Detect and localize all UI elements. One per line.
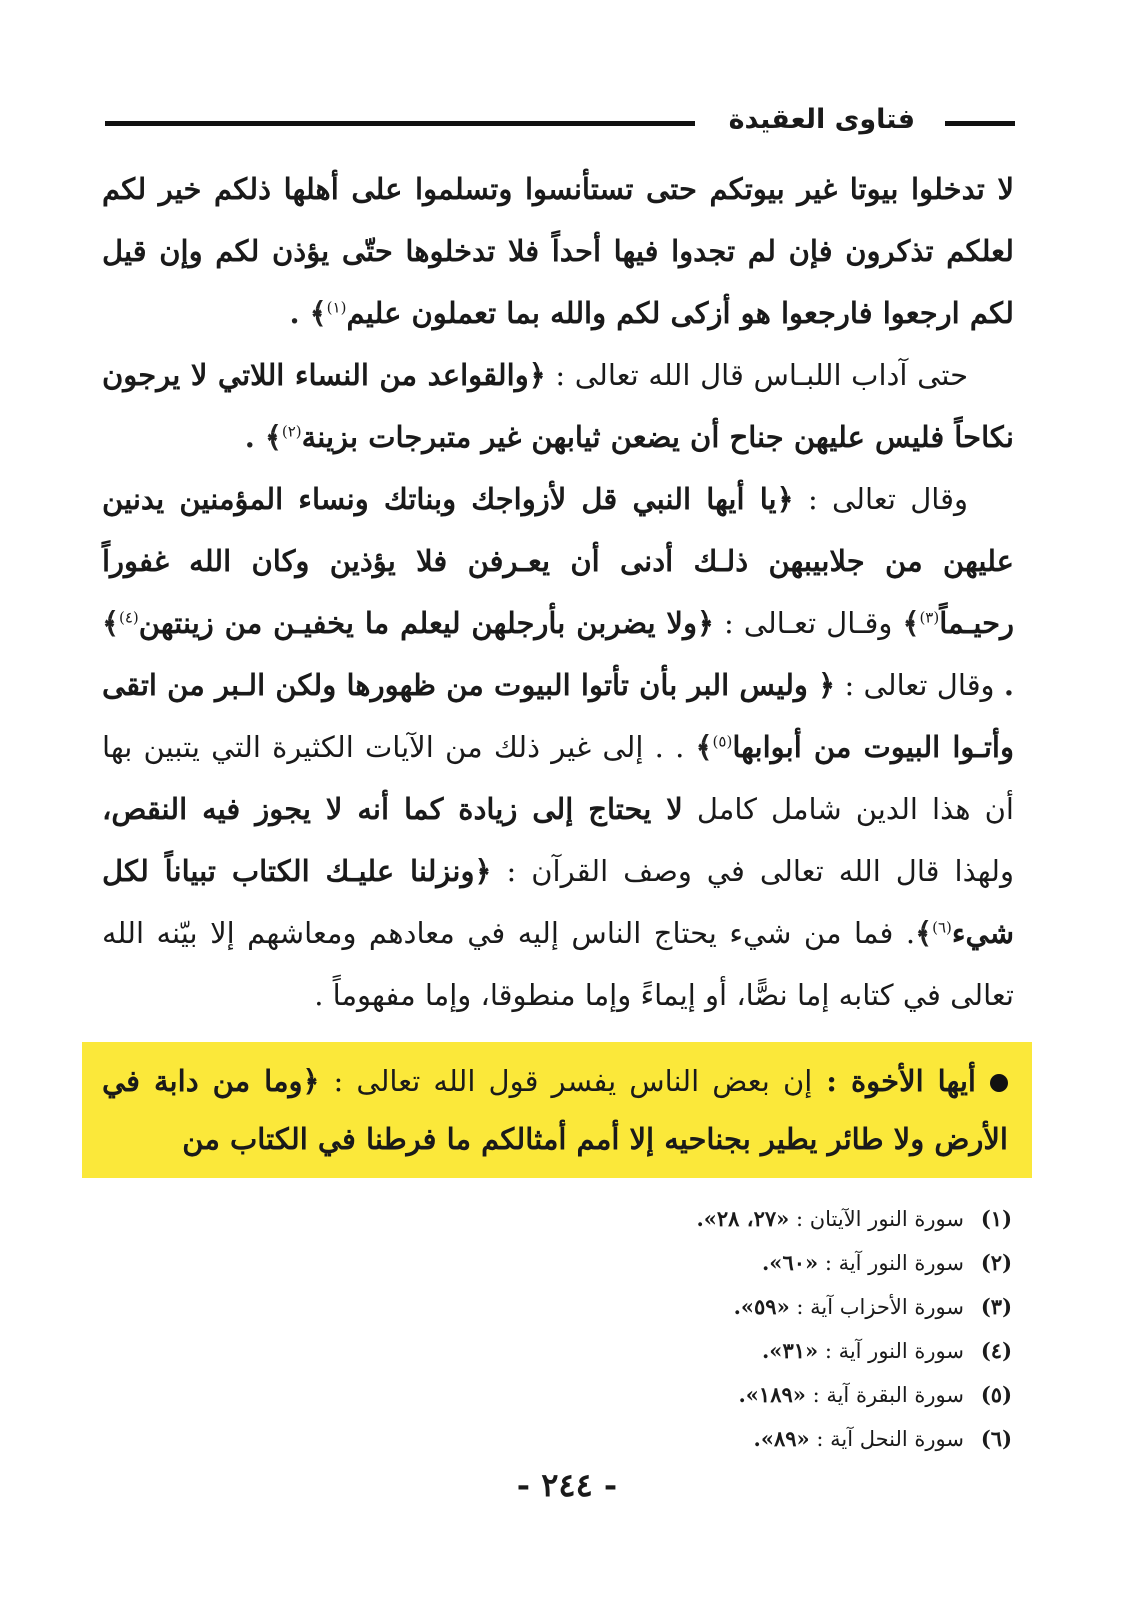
footnote-item bbox=[312, 1197, 1012, 1241]
footnote-value: «٦٠». bbox=[762, 1250, 819, 1275]
footnote-item bbox=[312, 1373, 1012, 1417]
quote-text: يا أيها النبي قل لأزواجك وبناتك ونساء المؤمنين يدنين عليهن من جلابيبهن ذلـك أدنى أن يعـرفن فلا يؤذين وكان الله غفوراً رحيـماً bbox=[102, 482, 1014, 640]
question-label: أيها الأخوة : bbox=[826, 1064, 976, 1098]
footnote-value: «٥٩». bbox=[733, 1294, 790, 1319]
footnote-number: (٥) bbox=[980, 1382, 1012, 1407]
quote-text: ولا يضربن بأرجلهن ليعلم ما يخفيـن من زينتهن bbox=[138, 606, 697, 640]
running-header bbox=[105, 100, 1015, 140]
header-rule-long bbox=[105, 121, 695, 126]
quote-close: ﴾ bbox=[695, 730, 713, 764]
paragraph-intro: وقال تعالى : bbox=[807, 482, 968, 516]
footnote-ref: (٣) bbox=[919, 608, 940, 627]
footnote-text: سورة النحل آية : bbox=[816, 1427, 964, 1451]
quote-close: ﴾ . bbox=[102, 606, 1014, 702]
quote-open: ﴿ bbox=[528, 358, 546, 392]
footnote-number: (٦) bbox=[980, 1426, 1012, 1451]
paragraph-3 bbox=[102, 468, 1014, 1026]
footnote-number: (١) bbox=[980, 1206, 1012, 1231]
quote-close: ﴾ . bbox=[289, 296, 327, 330]
emphasis-text: لا يحتاج إلى زيادة كما أنه لا يجوز فيه النقص، bbox=[102, 792, 683, 826]
paragraph-intro: وقال تعالى : bbox=[844, 668, 995, 702]
paragraph-1 bbox=[102, 158, 1014, 344]
footnote-text: سورة البقرة آية : bbox=[812, 1383, 964, 1407]
quran-quote: والقواعد من النساء اللاتي لا يرجون نكاحاً فليس عليهن جناح أن يضعن ثيابهن غير متبرجات بزينة bbox=[102, 358, 1014, 454]
quote-close: ﴾ bbox=[915, 916, 933, 950]
quote-close: ﴾ bbox=[902, 606, 920, 640]
paragraph-intro: حتى آداب اللبـاس قال الله تعالى : bbox=[555, 358, 969, 392]
paragraph-text: ولهذا قال الله تعالى في وصف القرآن : bbox=[506, 854, 1015, 888]
footnote-text: سورة النور آية : bbox=[824, 1339, 964, 1363]
quran-quote: ﴿ولا يضربن بأرجلهن ليعلم ما يخفيـن من زينتهن bbox=[138, 606, 714, 640]
footnote-ref: (٢) bbox=[281, 422, 302, 441]
main-text bbox=[102, 158, 1014, 1026]
footnote-number: (٤) bbox=[980, 1338, 1012, 1363]
header-title: فتاوى العقيدة bbox=[728, 104, 915, 135]
footnote-item bbox=[312, 1285, 1012, 1329]
quran-quote: لا تدخلوا بيوتا غير بيوتكم حتى تستأنسوا وتسلموا على أهلها ذلكم خير لكم لعلكم تذكرون فإن لم تجدوا فيها أحداً فلا تدخلوها حتّى يؤذن لكم وإن قيل لكم ارجعوا فارجعوا هو أزكى لكم والله بما تعملون عليم bbox=[102, 172, 1014, 330]
footnote-value: «٣١». bbox=[762, 1338, 819, 1363]
quran-quote: ﴿ونزلنا عليـك الكتاب تبياناً لكل شيء bbox=[102, 854, 1014, 950]
footnote-item bbox=[312, 1329, 1012, 1373]
quote-text: وليس البر بأن تأتوا البيوت من ظهورها ولكن الـبر من اتقى وأتـوا البيوت من أبوابها bbox=[102, 668, 1014, 764]
quran-quote: ﴿وما من دابة في الأرض ولا طائر يطير بجناحيه إلا أمم أمثالكم ما فرطنا في الكتاب من bbox=[102, 1064, 1008, 1156]
quran-quote: ﴿ وليس البر بأن تأتوا البيوت من ظهورها ولكن الـبر من اتقى وأتـوا البيوت من أبوابها bbox=[102, 668, 1014, 764]
paragraph-intro: وقـال تعـالى : bbox=[723, 606, 893, 640]
highlighted-question bbox=[82, 1042, 1032, 1178]
page-number: - ٢٤٤ - bbox=[516, 1466, 618, 1504]
footnote-text: سورة النور الآيتان : bbox=[795, 1207, 964, 1231]
footnote-ref: (٥) bbox=[712, 732, 733, 751]
footnotes bbox=[312, 1197, 1012, 1461]
footnote-number: (٣) bbox=[980, 1294, 1012, 1319]
header-rule-short bbox=[945, 121, 1015, 126]
bullet-icon bbox=[990, 1074, 1008, 1092]
question-text: إن بعض الناس يفسر قول الله تعالى : bbox=[333, 1064, 813, 1098]
footnote-value: «١٨٩». bbox=[738, 1382, 806, 1407]
footnote-ref: (٦) bbox=[932, 918, 952, 937]
footnote-number: (٢) bbox=[980, 1250, 1012, 1275]
footnote-value: «٢٧، ٢٨». bbox=[696, 1206, 790, 1231]
paragraph-2 bbox=[102, 344, 1014, 468]
footnote-ref: (٤) bbox=[119, 608, 139, 627]
footnote-item bbox=[312, 1241, 1012, 1285]
paragraph-text: . فما من شيء يحتاج الناس إليه في معادهم ومعاشهم إلا بيّنه الله تعالى في كتابه إما نصًّا، أو إيماءً وإما منطوقا، وإما مفهوماً . bbox=[102, 916, 1014, 1012]
quran-quote: ﴿يا أيها النبي قل لأزواجك وبناتك ونساء المؤمنين يدنين عليهن من جلابيبهن ذلـك أدنى أن يعـرفن فلا يؤذين وكان الله غفوراً رحيـماً bbox=[102, 482, 1014, 640]
footnote-item bbox=[312, 1417, 1012, 1461]
footnote-text: سورة الأحزاب آية : bbox=[796, 1295, 964, 1319]
quote-text: ونزلنا عليـك الكتاب تبياناً لكل شيء bbox=[102, 854, 1014, 950]
footnote-text: سورة النور آية : bbox=[824, 1251, 964, 1275]
quote-close: ﴾ . bbox=[244, 420, 282, 454]
footnote-value: «٨٩». bbox=[753, 1426, 810, 1451]
paragraph-text: . . إلى غير ذلك من الآيات الكثيرة التي يتبين بها أن هذا الدين شامل كامل bbox=[102, 730, 1014, 826]
footnote-ref: (١) bbox=[326, 298, 347, 317]
